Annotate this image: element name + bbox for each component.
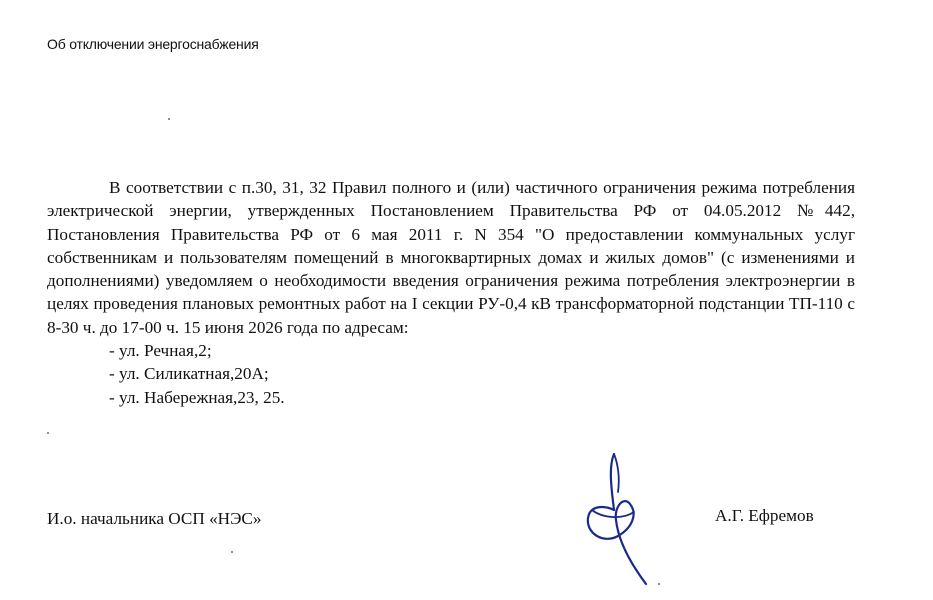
signatory-name: А.Г. Ефремов: [715, 506, 814, 525]
scan-speck: [168, 118, 170, 120]
signatory-title: И.о. начальника ОСП «НЭС»: [47, 509, 262, 528]
document-body: [47, 176, 855, 409]
scan-speck: [47, 432, 49, 434]
body-paragraph: В соответствии с п.30, 31, 32 Правил полного и (или) частичного ограничения режима потребления электрической энергии, утвержденных Постановлением Правительства РФ от 04.05.2012 №442, Постановления Правительства РФ от 6 мая 2011 г. N 354 "О предоставлении коммунальных услуг собственникам и пользователям помещений в многоквартирных домах и жилых домов" (с изменениями и дополнениями) уведомляем о необходимости введения ограничения режима потребления электроэнергии в целях проведения плановых ремонтных работ на I секции РУ-0,4 кВ трансформаторной подстанции ТП-110 с 8-30 ч. до 17-00 ч. 15 июня 2026 года по адресам:: [47, 178, 855, 337]
handwritten-signature: [578, 448, 658, 588]
document-subject: Об отключении энергоснабжения: [47, 36, 259, 52]
address-list: [47, 339, 855, 409]
scan-speck: [658, 583, 660, 585]
scan-speck: [231, 551, 233, 553]
address-item: - ул. Набережная,23, 25.: [109, 387, 285, 407]
address-item: - ул. Речная,2;: [109, 341, 212, 361]
address-item: - ул. Силикатная,20А;: [109, 364, 269, 384]
signature-stroke: [588, 454, 646, 584]
